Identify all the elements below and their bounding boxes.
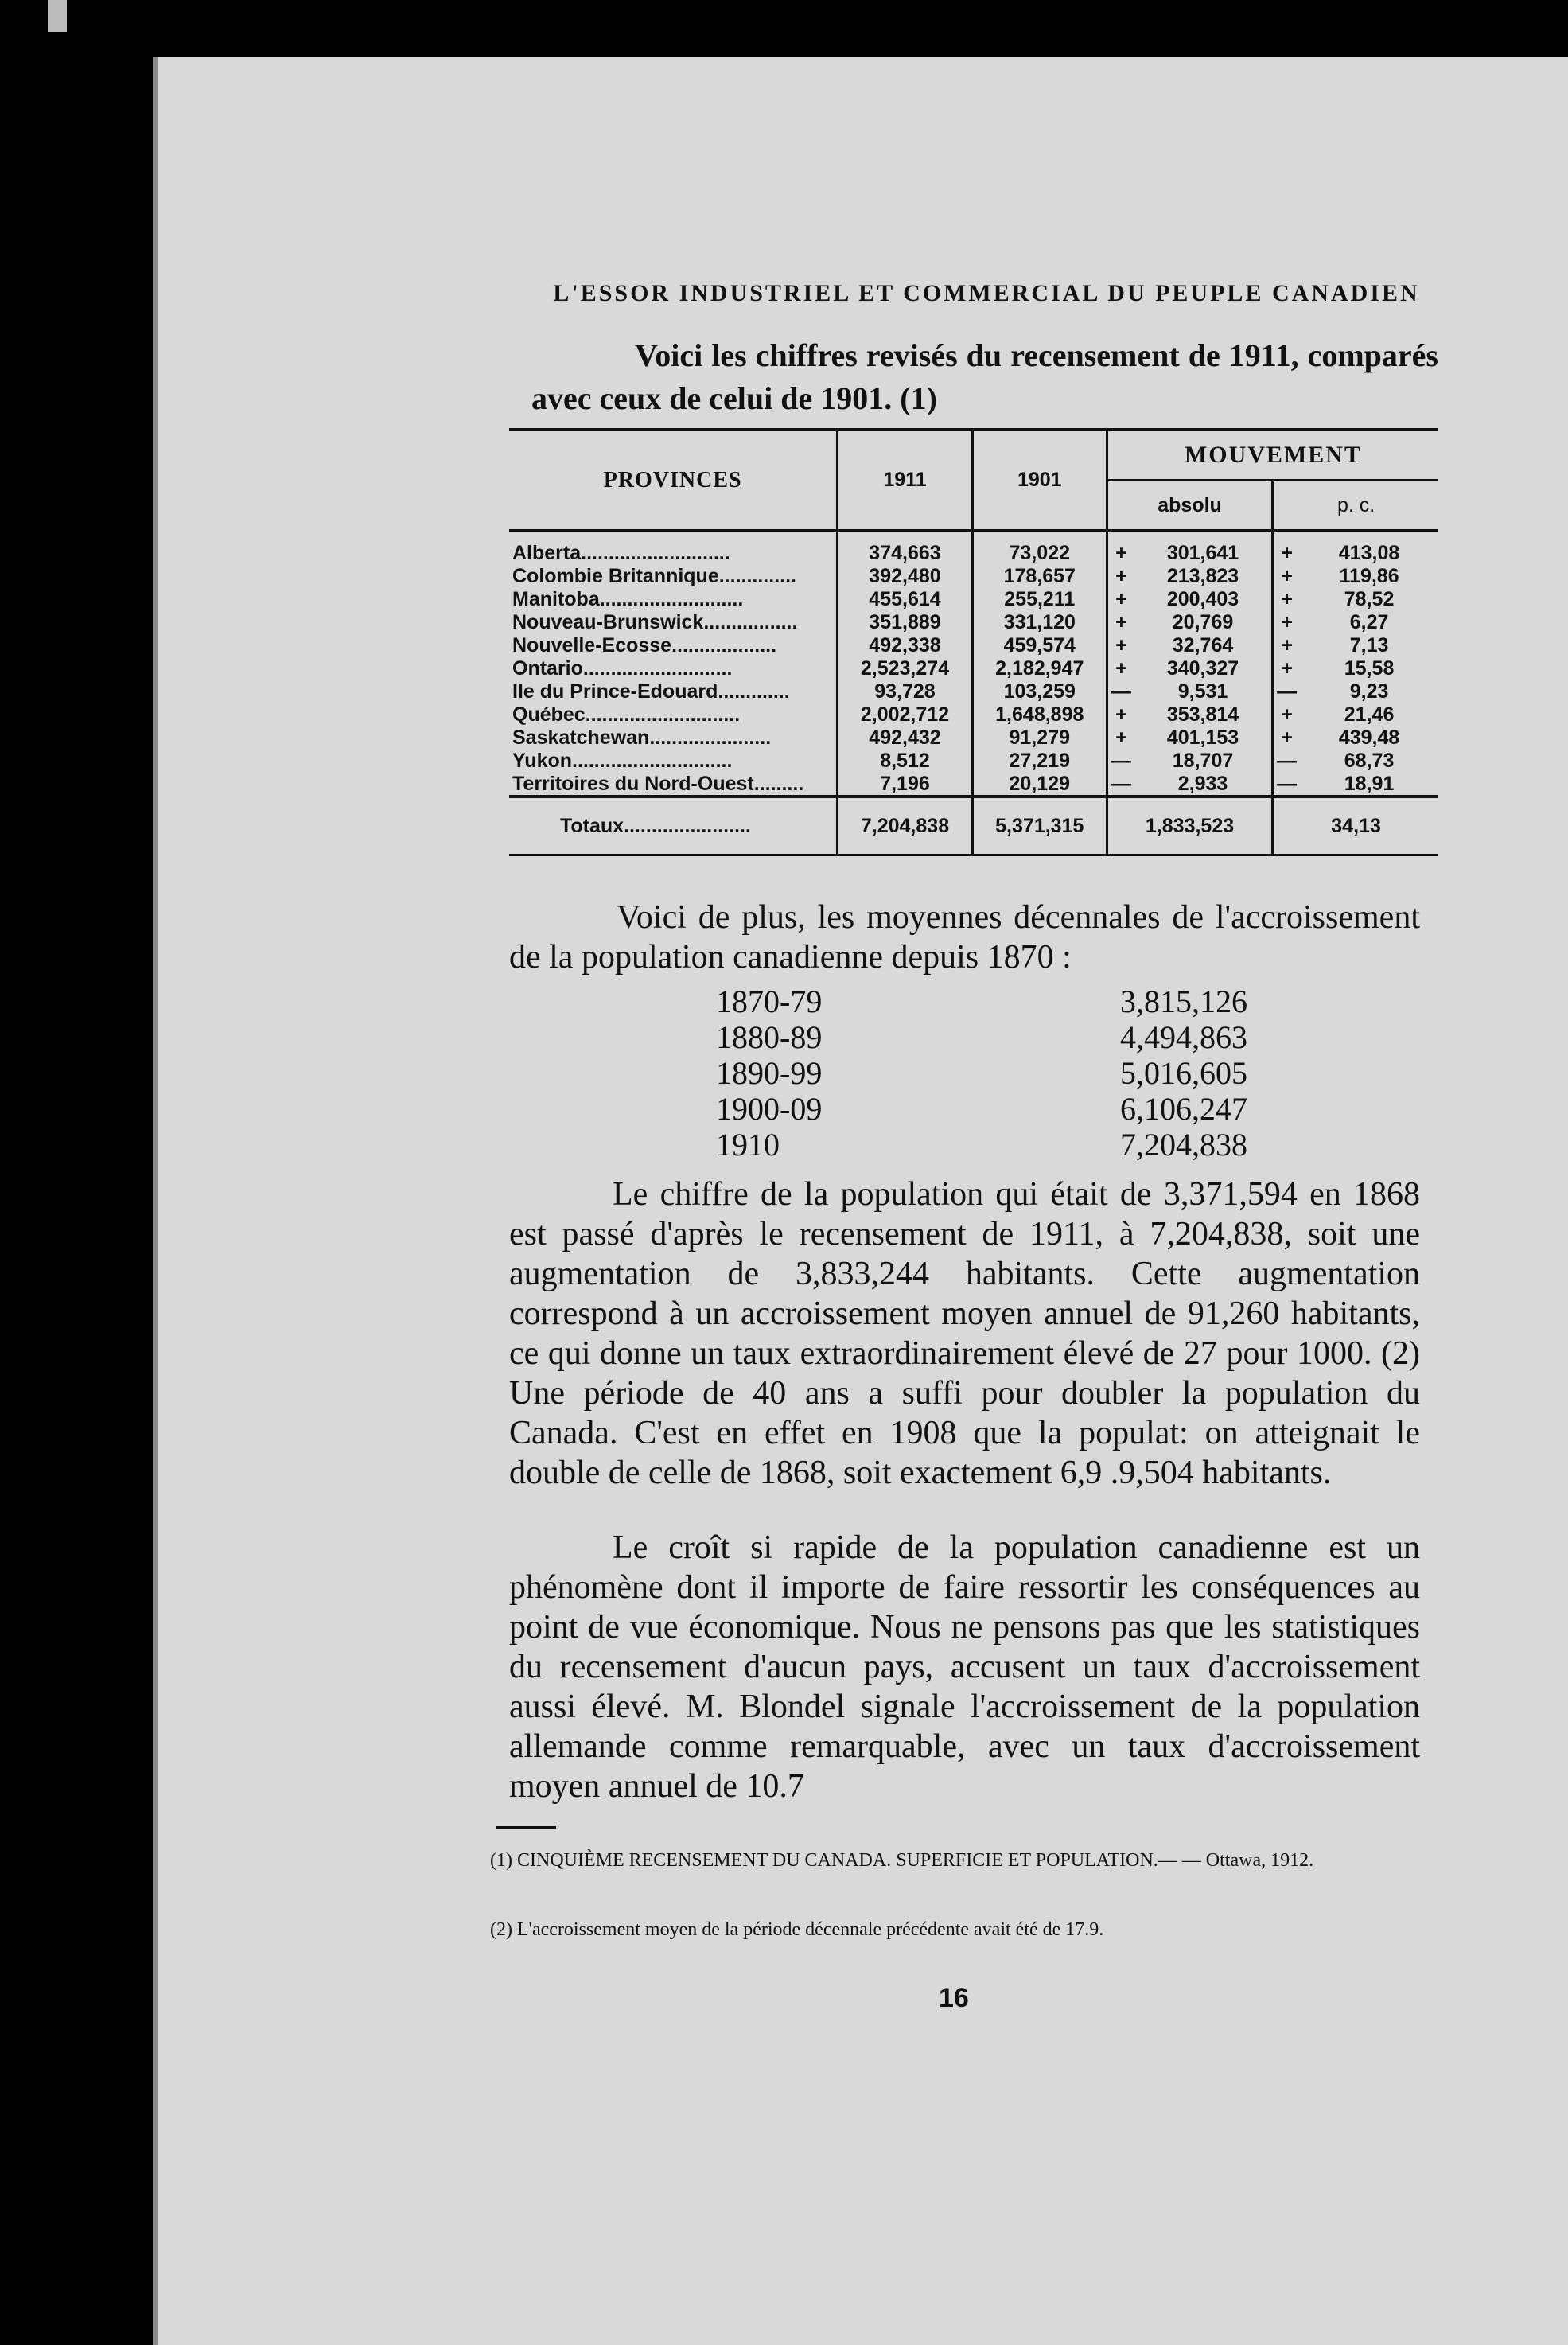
- pc-sign: —: [1273, 749, 1301, 772]
- value-absolu: 301,641: [1166, 541, 1239, 564]
- totals-label: Totaux.......................: [509, 797, 838, 855]
- value-1911: 455,614: [838, 587, 972, 610]
- pc-sign: +: [1273, 703, 1301, 726]
- table-row: [509, 703, 1438, 726]
- province-name: Saskatchewan......................: [512, 726, 772, 749]
- decade-value: 5,016,605: [1120, 1055, 1247, 1091]
- province-name: Yukon.............................: [512, 749, 733, 772]
- absolu-sign: —: [1107, 680, 1134, 703]
- value-pc: 18,91: [1344, 772, 1395, 795]
- footnote-1: (1) CINQUIÈME RECENSEMENT DU CANADA. SUPERFICIE ET POPULATION.— — Ottawa, 1912.: [490, 1850, 1314, 1871]
- province-name: Alberta...........................: [512, 541, 730, 564]
- value-1901: 27,219: [972, 749, 1107, 772]
- decennial-intro-paragraph: Voici de plus, les moyennes décennales de l'accroissement de la population canadienne depuis 1870 :: [509, 899, 1420, 976]
- absolu-sign: +: [1107, 726, 1134, 749]
- leader-dots: ...................: [671, 633, 777, 656]
- province-name: Nouvelle-Ecosse...................: [512, 633, 777, 656]
- value-pc: 7,13: [1349, 633, 1389, 656]
- table-row: [509, 531, 1438, 565]
- pc-sign: —: [1273, 680, 1301, 703]
- decade-value: 6,106,247: [1120, 1091, 1247, 1127]
- pc-sign: +: [1273, 610, 1301, 633]
- value-pc: 68,73: [1344, 749, 1395, 772]
- decade-period: 1910: [716, 1127, 780, 1163]
- value-1911: 351,889: [838, 610, 972, 633]
- totals-1911: 7,204,838: [838, 797, 972, 855]
- province-name: Québec............................: [512, 703, 741, 726]
- totals-1901: 5,371,315: [972, 797, 1107, 855]
- leader-dots: ..........................: [599, 587, 744, 610]
- absolu-sign: +: [1107, 610, 1134, 633]
- value-1901: 255,211: [972, 587, 1107, 610]
- col-1901: 1901: [972, 430, 1107, 531]
- decade-period: 1870-79: [716, 984, 823, 1019]
- table-row: [509, 726, 1438, 749]
- province-name: Nouveau-Brunswick.................: [512, 610, 798, 633]
- pc-sign: +: [1273, 726, 1301, 749]
- table-row: [509, 633, 1438, 656]
- value-1901: 331,120: [972, 610, 1107, 633]
- province-name: Manitoba..........................: [512, 587, 744, 610]
- table-row: [509, 656, 1438, 680]
- intro-paragraph: Voici les chiffres revisés du recensement de 1911, comparés avec ceux de celui de 1901. (1): [531, 337, 1438, 416]
- table-body: [509, 531, 1438, 797]
- value-absolu: 200,403: [1166, 587, 1239, 610]
- totals-absolu: 1,833,523: [1107, 797, 1272, 855]
- table-row: [509, 749, 1438, 772]
- value-absolu: 213,823: [1166, 564, 1239, 587]
- province-name: Ile du Prince-Edouard.............: [512, 680, 790, 703]
- value-1901: 20,129: [972, 772, 1107, 797]
- totals-pc: 34,13: [1273, 797, 1438, 855]
- leader-dots: ...........................: [581, 541, 730, 564]
- decade-period: 1900-09: [716, 1091, 823, 1127]
- value-1911: 374,663: [838, 531, 972, 565]
- value-pc: 119,86: [1339, 564, 1399, 587]
- value-pc: 9,23: [1349, 680, 1389, 703]
- table-row: [509, 772, 1438, 797]
- value-1901: 178,657: [972, 564, 1107, 587]
- value-1911: 2,523,274: [838, 656, 972, 680]
- decade-period: 1890-99: [716, 1055, 823, 1091]
- value-absolu: 9,531: [1177, 680, 1228, 703]
- absolu-sign: +: [1107, 564, 1134, 587]
- value-absolu: 353,814: [1166, 703, 1239, 726]
- page-number: 16: [939, 1983, 969, 2013]
- value-1911: 392,480: [838, 564, 972, 587]
- running-header: L'ESSOR INDUSTRIEL ET COMMERCIAL DU PEUPLE CANADIEN: [553, 280, 1420, 306]
- value-pc: 6,27: [1349, 610, 1389, 633]
- decade-value: 3,815,126: [1120, 984, 1247, 1019]
- leader-dots: ...........................: [582, 656, 733, 680]
- col-pc: p. c.: [1273, 481, 1438, 531]
- value-1901: 1,648,898: [972, 703, 1107, 726]
- decade-value: 7,204,838: [1120, 1127, 1247, 1163]
- value-absolu: 2,933: [1177, 772, 1228, 795]
- province-name: Ontario...........................: [512, 656, 733, 680]
- footnote-2: (2) L'accroissement moyen de la période décennale précédente avait été de 17.9.: [490, 1919, 1104, 1940]
- pc-sign: +: [1273, 531, 1301, 565]
- value-pc: 21,46: [1344, 703, 1395, 726]
- absolu-sign: +: [1107, 531, 1134, 565]
- absolu-sign: +: [1107, 587, 1134, 610]
- value-absolu: 401,153: [1166, 726, 1239, 749]
- leader-dots: .................: [703, 610, 798, 633]
- absolu-sign: +: [1107, 633, 1134, 656]
- pc-sign: +: [1273, 633, 1301, 656]
- value-1911: 2,002,712: [838, 703, 972, 726]
- province-name: Territoires du Nord-Ouest.........: [512, 772, 804, 795]
- absolu-sign: —: [1107, 772, 1134, 797]
- absolu-sign: —: [1107, 749, 1134, 772]
- value-pc: 78,52: [1344, 587, 1395, 610]
- absolu-sign: +: [1107, 656, 1134, 680]
- totals-row: [509, 797, 1438, 855]
- province-name: Colombie Britannique..............: [512, 564, 796, 587]
- value-1911: 8,512: [838, 749, 972, 772]
- value-1901: 103,259: [972, 680, 1107, 703]
- value-1911: 492,432: [838, 726, 972, 749]
- growth-paragraph: Le croît si rapide de la population canadienne est un phénomène dont il importe de faire ressortir les conséquences au point de vue économique. Nous ne pensons pas que les statistiques du recensement d'aucun pays, accusent un taux d'accroissement aussi élevé. M. Blondel signale l'accroissement de la population allemande comme remarquable, avec un taux d'accroissement moyen annuel de 10.7: [509, 1529, 1420, 1805]
- pc-sign: +: [1273, 656, 1301, 680]
- scan-marker: [48, 0, 67, 32]
- table-row: [509, 587, 1438, 610]
- value-absolu: 340,327: [1166, 656, 1239, 680]
- value-1901: 459,574: [972, 633, 1107, 656]
- census-table: [509, 428, 1438, 856]
- col-mouvement: MOUVEMENT: [1107, 430, 1438, 481]
- absolu-sign: +: [1107, 703, 1134, 726]
- leader-dots: ..............: [718, 564, 796, 587]
- leader-dots: .............: [718, 680, 790, 703]
- footnote-rule: [496, 1826, 556, 1829]
- table-row: [509, 680, 1438, 703]
- leader-dots: ............................: [585, 703, 741, 726]
- value-pc: 413,08: [1338, 541, 1400, 564]
- pc-sign: —: [1273, 772, 1301, 797]
- leader-dots: .............................: [572, 749, 733, 772]
- value-absolu: 32,764: [1172, 633, 1234, 656]
- table-row: [509, 564, 1438, 587]
- population-paragraph: Le chiffre de la population qui était de 3,371,594 en 1868 est passé d'après le recensement de 1911, à 7,204,838, soit une augmentation de 3,833,244 habitants. Cette augmentation correspond à un accroissement moyen annuel de 91,260 habitants, ce qui donne un taux extraordinairement élevé de 27 pour 1000. (2) Une période de 40 ans a suffi pour doubler la population du Canada. C'est en effet en 1908 que la populat: on atteignait le double de celle de 1868, soit exactement 6,9 .9,504 habitants.: [509, 1176, 1420, 1491]
- table-row: [509, 610, 1438, 633]
- decade-period: 1880-89: [716, 1019, 823, 1055]
- value-absolu: 20,769: [1172, 610, 1234, 633]
- value-1901: 91,279: [972, 726, 1107, 749]
- leader-dots: ......................: [649, 726, 772, 749]
- value-pc: 15,58: [1344, 656, 1395, 680]
- leader-dots: .........: [753, 772, 804, 795]
- value-absolu: 18,707: [1172, 749, 1234, 772]
- pc-sign: +: [1273, 587, 1301, 610]
- value-1911: 7,196: [838, 772, 972, 797]
- col-provinces: PROVINCES: [509, 430, 838, 531]
- pc-sign: +: [1273, 564, 1301, 587]
- col-1911: 1911: [838, 430, 972, 531]
- decade-value: 4,494,863: [1120, 1019, 1247, 1055]
- value-1901: 2,182,947: [972, 656, 1107, 680]
- value-1901: 73,022: [972, 531, 1107, 565]
- page-edge: [153, 57, 158, 2345]
- col-absolu: absolu: [1107, 481, 1272, 531]
- value-pc: 439,48: [1338, 726, 1400, 749]
- value-1911: 93,728: [838, 680, 972, 703]
- value-1911: 492,338: [838, 633, 972, 656]
